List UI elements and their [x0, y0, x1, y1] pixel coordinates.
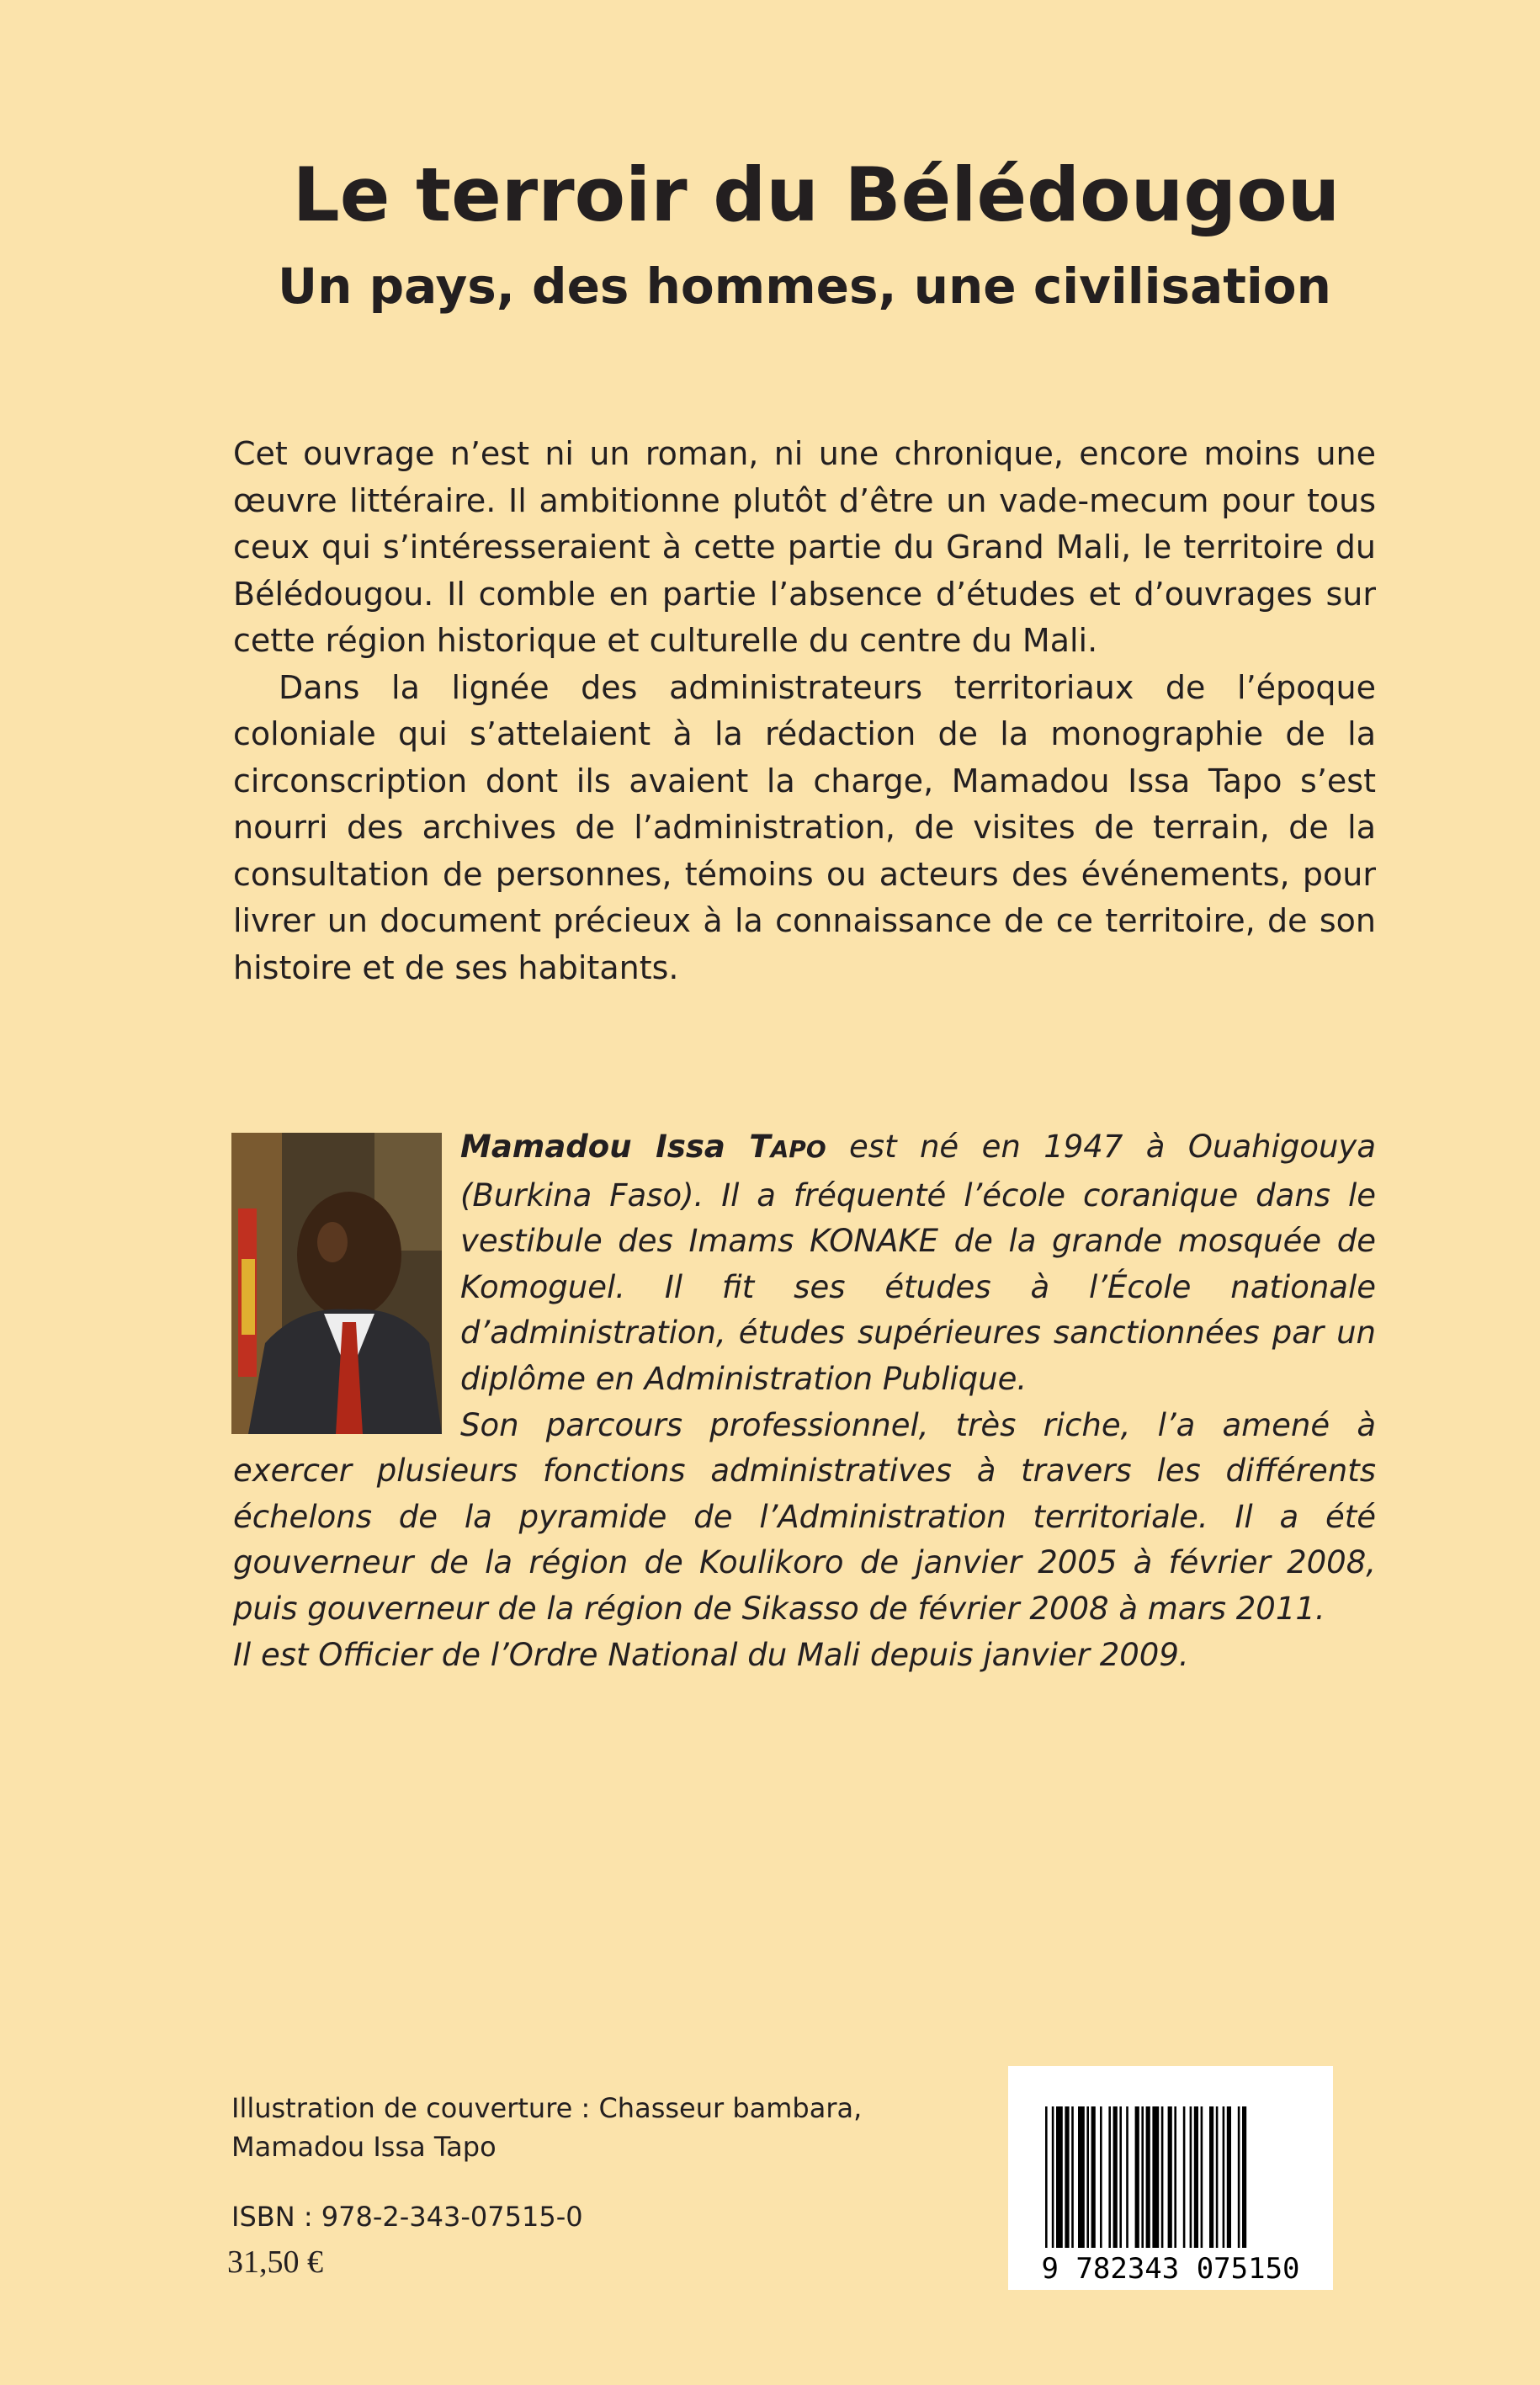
cover-illustration-credit: Illustration de couverture : Chasseur bambara, Mamadou Issa Tapo: [231, 2092, 863, 2163]
author-bio-career: Son parcours professionnel, très riche, l’a amené à exercer plusieurs fonctions administratives à travers les différents échelons de la pyramide de l’Administration territoriale. Il a été gouverneur de la région de Koulikoro de janvier 2005 à février 2008, puis gouverneur de la région de Sikasso de février 2008 à mars 2011.: [233, 1406, 1376, 1627]
barcode: [1008, 2066, 1333, 2290]
price: 31,50 €: [227, 2244, 323, 2280]
summary-paragraph: Cet ouvrage n’est ni un roman, ni une chronique, encore moins une œuvre littéraire. Il ambitionne plutôt d’être un vade-mecum pour tous ceux qui s’intéresseraient à cette partie du Grand Mali, le territoire du Bélédougou. Il comble en partie l’absence d’études et d’ouvrages sur cette région historique et culturelle du centre du Mali.: [233, 435, 1376, 659]
book-subtitle: Un pays, des hommes, une civilisation: [278, 258, 1331, 315]
author-bio-honor: Il est Officier de l’Ordre National du Mali depuis janvier 2009.: [233, 1636, 1189, 1673]
barcode-digits: 9 782343 075150: [1041, 2252, 1300, 2286]
isbn: ISBN : 978-2-343-07515-0: [231, 2201, 583, 2233]
author-bio: [233, 1124, 1376, 1678]
book-title: Le terroir du Bélédougou: [292, 151, 1341, 238]
back-cover-summary: [233, 431, 1376, 991]
author-name: Mamadou Issa TAPO: [460, 1129, 826, 1165]
author-bio-intro: Mamadou Issa TAPO est né en 1947 à Ouahigouya (Burkina Faso). Il a fréquenté l’école coranique dans le vestibule des Imams KONAKE de la grande mosquée de Komoguel. Il fit ses études à l’École nationale d’administration, études supérieures sanctionnées par un diplôme en Administration Publique.: [460, 1129, 1376, 1397]
summary-paragraph: Dans la lignée des administrateurs territoriaux de l’époque coloniale qui s’attelaient à la rédaction de la monographie de la circonscription dont ils avaient la charge, Mamadou Issa Tapo s’est nourri des archives de l’administration, de visites de terrain, de la consultation de personnes, témoins ou acteurs des événements, pour livrer un document précieux à la connaissance de ce territoire, de son histoire et de ses habitants.: [233, 668, 1376, 986]
